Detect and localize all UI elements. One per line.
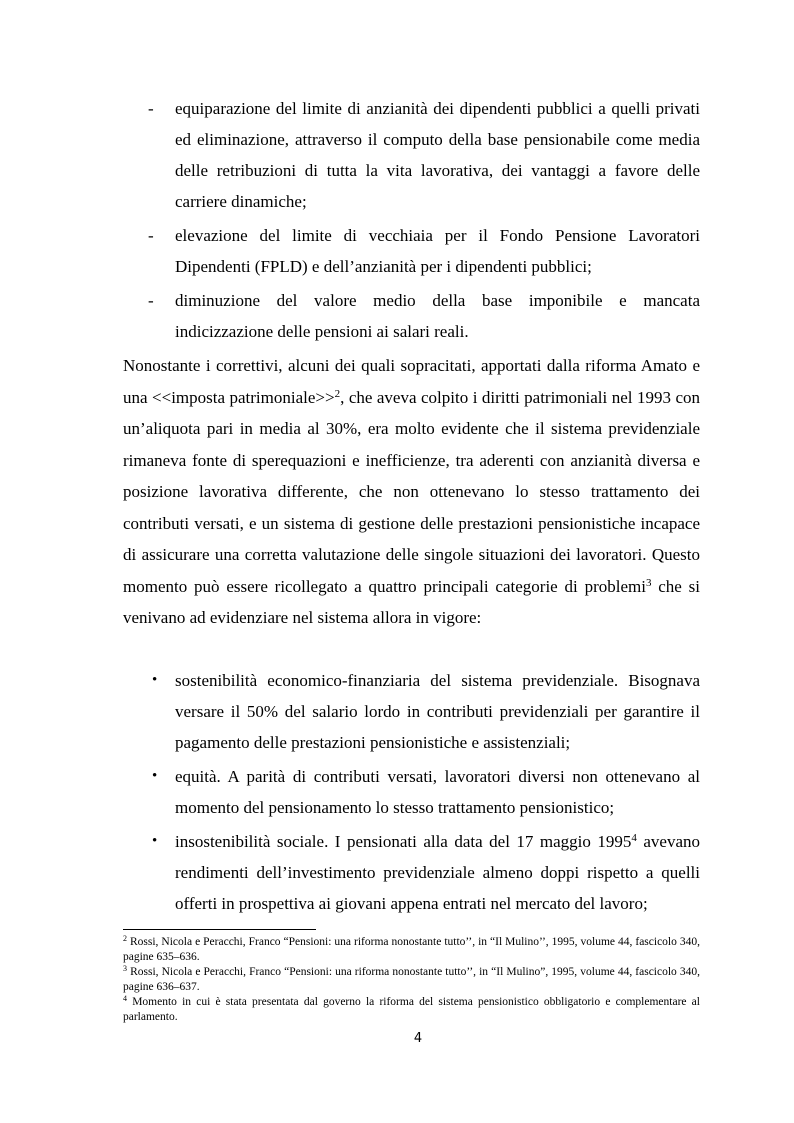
footnote-number: 4 [123,994,127,1003]
footnote-text: Rossi, Nicola e Peracchi, Franco “Pensioni: una riforma nonostante tutto’’, in “Il Mulino’’, 1995, volume 44, fascicolo 340, pagine 635–636. [123,936,700,963]
footnote [123,965,700,995]
footnotes [123,935,700,1025]
list-item [148,665,700,758]
footnote-ref[interactable]: 2 [334,387,341,400]
body-paragraph [123,350,700,634]
list-item-text: sostenibilità economico-finanziaria del sistema previdenziale. Bisognava versare il 50% del salario lordo in contributi previdenziali per garantire il pagamento delle prestazioni pensionistiche e assistenziali; [175,671,700,752]
page-number: 4 [413,1031,423,1046]
list-item-text: insostenibilità sociale. I pensionati alla data del 17 maggio 1995 [175,832,632,851]
paragraph-text: che si venivano ad evidenziare nel sistema allora in vigore: [123,576,700,627]
dash-marker: - [148,99,154,118]
list-item [148,285,700,347]
bullet-list [148,665,700,922]
list-item-text: avevano rendimenti dell’investimento previdenziale almeno doppi rispetto a quelli offerti in prospettiva ai giovani appena entrati nel mercato del lavoro; [175,832,700,913]
footnote-text: Momento in cui è stata presentata dal governo la riforma del sistema pensionistico obbligatorio e complementare al parlamento. [123,996,700,1023]
list-item-text: elevazione del limite di vecchiaia per il Fondo Pensione Lavoratori Dipendenti (FPLD) e dell’anzianità per i dipendenti pubblici; [175,226,700,276]
footnote-separator [123,929,316,930]
list-item [148,761,700,823]
list-item-text: equiparazione del limite di anzianità dei dipendenti pubblici a quelli privati ed eliminazione, attraverso il computo della base pensionabile come media delle retribuzioni di tutta la vita lavorativa, dei vantaggi a favore delle carriere dinamiche; [175,99,700,211]
dash-list [148,93,700,350]
paragraph-text: Nonostante i correttivi, alcuni dei quali sopracitati, apportati dalla riforma Amato e una <<imposta patrimoniale>> [123,356,700,407]
dash-marker: - [148,291,154,310]
footnote-number: 2 [123,934,127,943]
dash-marker: - [148,226,154,245]
list-item [148,93,700,217]
list-item [148,220,700,282]
list-item-text: equità. A parità di contributi versati, lavoratori diversi non ottenevano al momento del pensionamento lo stesso trattamento pensionistico; [175,767,700,817]
footnote-ref[interactable]: 3 [645,576,652,589]
bullet-marker: • [152,768,158,784]
list-item [148,826,700,919]
list-item-text: diminuzione del valore medio della base imponibile e mancata indicizzazione delle pensioni ai salari reali. [175,291,700,341]
bullet-marker: • [152,672,158,688]
footnote-ref[interactable]: 4 [631,832,637,844]
footnote-text: Rossi, Nicola e Peracchi, Franco “Pensioni: una riforma nonostante tutto’’, in “Il Mulino”, 1995, volume 44, fascicolo 340, pagine 636–637. [123,966,700,993]
footnote [123,995,700,1025]
footnote-number: 3 [123,964,127,973]
footnote [123,935,700,965]
bullet-marker: • [152,833,158,849]
paragraph-text: , che aveva colpito i diritti patrimoniali nel 1993 con un’aliquota pari in media al 30%, era molto evidente che il sistema previdenziale rimaneva fonte di sperequazioni e inefficienze, tra aderenti con anzianità diversa e posizione lavorativa differente, che non ottenevano lo stesso trattamento dei contributi versati, e un sistema di gestione delle prestazioni pensionistiche incapace di assicurare una corretta valutazione delle singole situazioni dei lavoratori. Questo momento può essere ricollegato a quattro principali categorie di problemi [123,387,700,596]
